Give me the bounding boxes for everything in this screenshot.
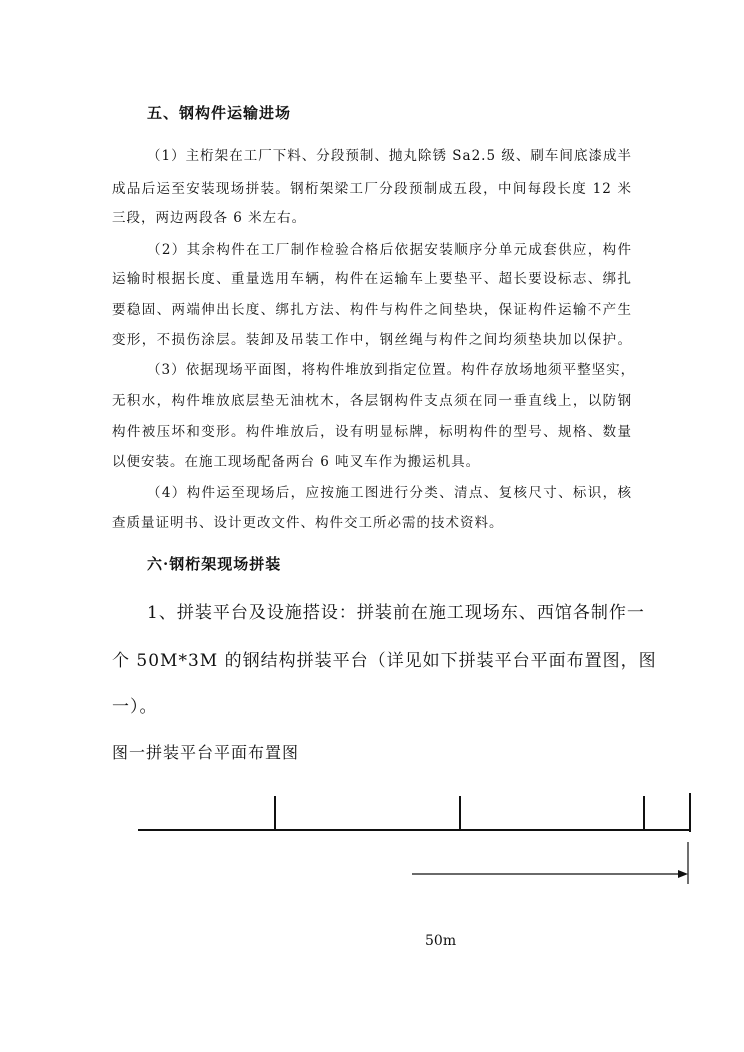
text-line: 一）。 (112, 697, 158, 717)
arrow-head-icon (678, 870, 688, 878)
text-line: 1、拼装平台及设施搭设：拼装前在施工现场东、西馆各制作一 (147, 603, 645, 623)
text-line: 要稳固、两端伸出长度、绑扎方法、构件与构件之间垫块，保证构件运输不产生 (112, 302, 632, 318)
text-line: （1）主桁架在工厂下料、分段预制、抛丸除锈 Sa2.5 级、刷车间底漆成半 (147, 148, 632, 164)
section-5-heading: 五、钢构件运输进场 (147, 104, 292, 122)
text-line: （2）其余构件在工厂制作检验合格后依据安装顺序分单元成套供应，构件 (147, 242, 632, 258)
text-line: （4）构件运至现场后，应按施工图进行分类、清点、复核尺寸、标识，核 (147, 485, 632, 501)
text-line: 三段，两边两段各 6 米左右。 (112, 210, 307, 226)
dimension-label: 50m (425, 933, 457, 949)
text-line: 无积水，构件堆放底层垫无油枕木，各层钢构件支点须在同一垂直线上，以防钢 (112, 393, 632, 409)
text-line: 构件被压坏和变形。构件堆放后，设有明显标牌，标明构件的型号、规格、数量 (112, 424, 632, 440)
text-line: （3）依据现场平面图，将构件堆放到指定位置。构件存放场地须平整坚实， (147, 362, 636, 378)
text-line: 变形，不损伤涂层。装卸及吊装工作中，钢丝绳与构件之间均须垫块加以保护。 (112, 332, 632, 348)
text-line: 查质量证明书、设计更改文件、构件交工所必需的技术资料。 (112, 515, 504, 531)
figure-caption: 图一拼装平台平面布置图 (112, 743, 300, 762)
text-line: 个 50M*3M 的钢结构拼装平台（详见如下拼装平台平面布置图，图 (112, 651, 657, 671)
section-6-heading: 六·钢桁架现场拼装 (147, 555, 282, 573)
text-line: 成品后运至安装现场拼装。钢桁架梁工厂分段预制成五段，中间每段长度 12 米 (112, 181, 632, 197)
text-line: 运输时根据长度、重量选用车辆，构件在运输车上要垫平、超长要设标志、绑扎 (112, 271, 632, 287)
text-line: 以便安装。在施工现场配备两台 6 吨叉车作为搬运机具。 (112, 454, 481, 470)
